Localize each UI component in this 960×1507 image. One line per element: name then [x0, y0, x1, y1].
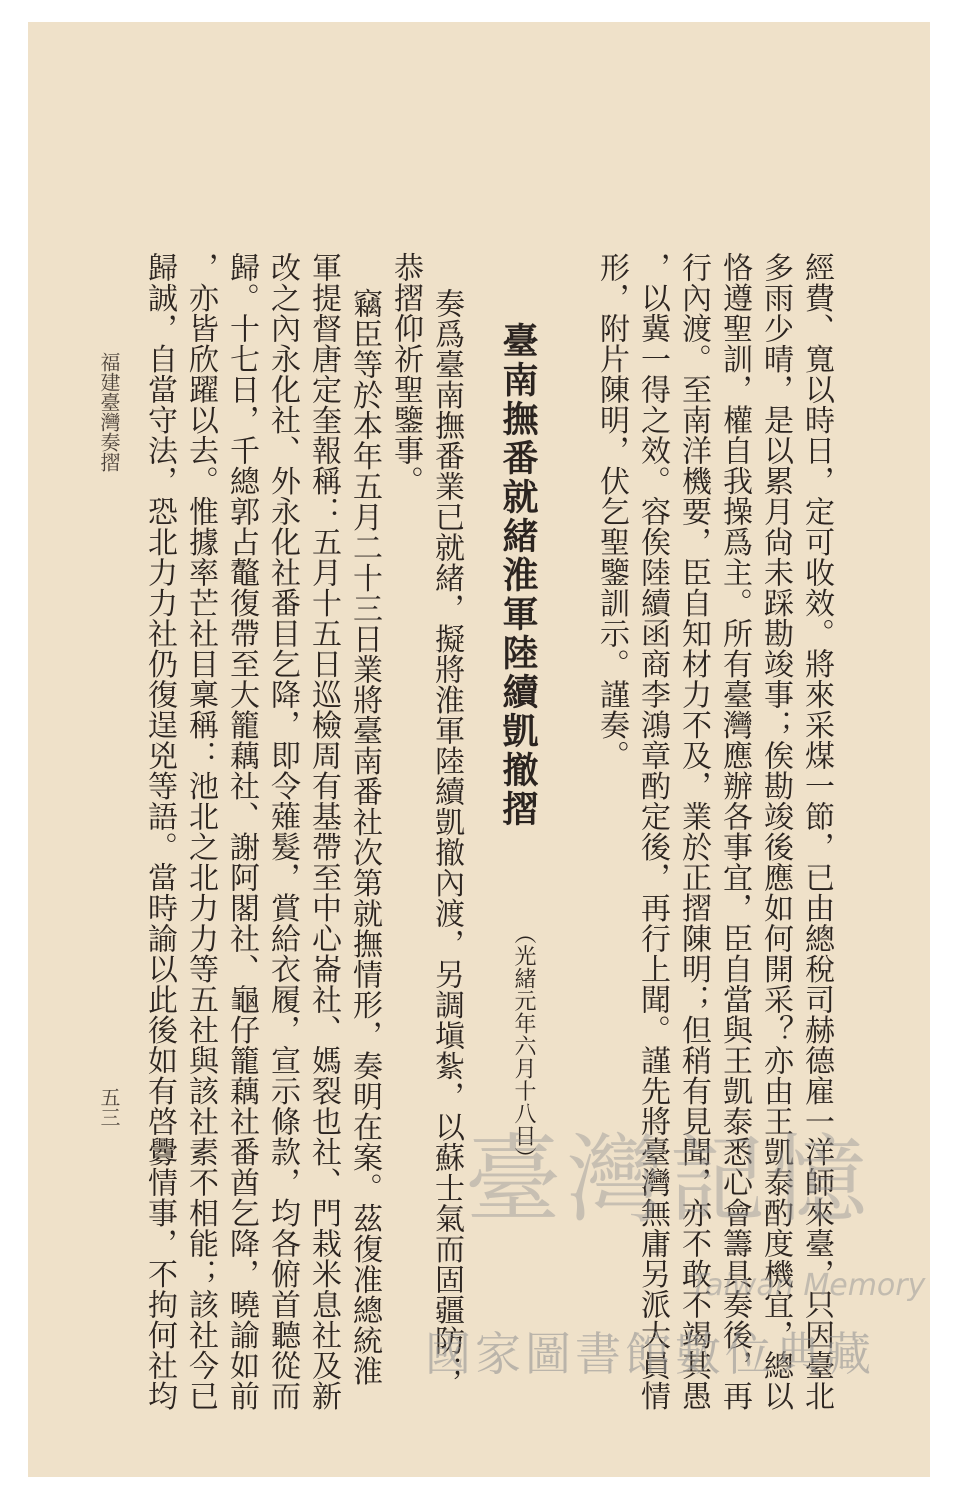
running-head: 福建臺灣奏摺: [97, 352, 121, 472]
text-column: 形，附片陳明，伏乞聖鑒訓示。謹奏。: [594, 252, 629, 771]
text-column: 奏爲臺南撫番業已就緒，擬將淮軍陸續凱撤內渡，另調塡紮，以蘇士氣而固疆防；: [429, 288, 464, 1386]
text-column: 改之內永化社、外永化社番目乞降，即令薙髮，賞給衣履，宣示條款，均各俯首聽從而: [265, 252, 300, 1411]
text-column: 歸誠，自當守法，恐北力力社仍復逞兇等語。當時諭以此後如有啓釁情事，不拘何社均: [142, 252, 177, 1411]
memorial-title: 臺南撫番就緒淮軍陸續凱撤摺: [497, 322, 539, 829]
watermark-logo: 臺灣記憶: [465, 1124, 873, 1236]
text-column: 多雨少晴，是以累月尙未踩勘竣事；俟勘竣後應如何開采？亦由王凱泰酌度機宜，總以: [758, 252, 793, 1411]
watermark-english: Taiwan Memory: [690, 1268, 926, 1303]
text-column: 軍提督唐定奎報稱：五月十五日巡檢周有基帶至中心崙社、媽裂也社、門栽米息社及新: [306, 252, 341, 1411]
text-column: 經費、寬以時日，定可收效。將來采煤一節，已由總稅司赫德雇一洋師來臺，只因臺北: [799, 252, 834, 1411]
text-column: 竊臣等於本年五月二十三日業將臺南番社次第就撫情形，奏明在案。茲復准總統淮: [347, 288, 382, 1386]
book-page: [28, 22, 930, 1477]
text-column: 歸。十七日，千總郭占鼇復帶至大籠藕社、謝阿閣社、龜仔籠藕社番酋乞降，曉諭如前: [224, 252, 259, 1411]
watermark-library: 國家圖書館數位典藏: [425, 1327, 875, 1381]
page-number: 五三: [97, 1087, 121, 1127]
text-column: ，亦皆欣躍以去。惟據率芒社目稟稱：池北之北力力等五社與該社素不相能；該社今已: [183, 252, 218, 1411]
text-column: 恪遵聖訓，權自我操爲主。所有臺灣應辦各事宜，臣自當與王凱泰悉心會籌具奏後，再: [717, 252, 752, 1411]
text-column: ，以冀一得之效。容俟陸續函商李鴻章酌定後，再行上聞。謹先將臺灣無庸另派大員情: [635, 252, 670, 1411]
text-column: 行內渡。至南洋機要，臣自知材力不及，業於正摺陳明；但稍有見聞，亦不敢不竭其愚: [676, 252, 711, 1411]
text-column: 恭摺仰祈聖鑒事。: [388, 252, 423, 496]
memorial-date: （光緒元年六月十八日）: [511, 922, 536, 1170]
